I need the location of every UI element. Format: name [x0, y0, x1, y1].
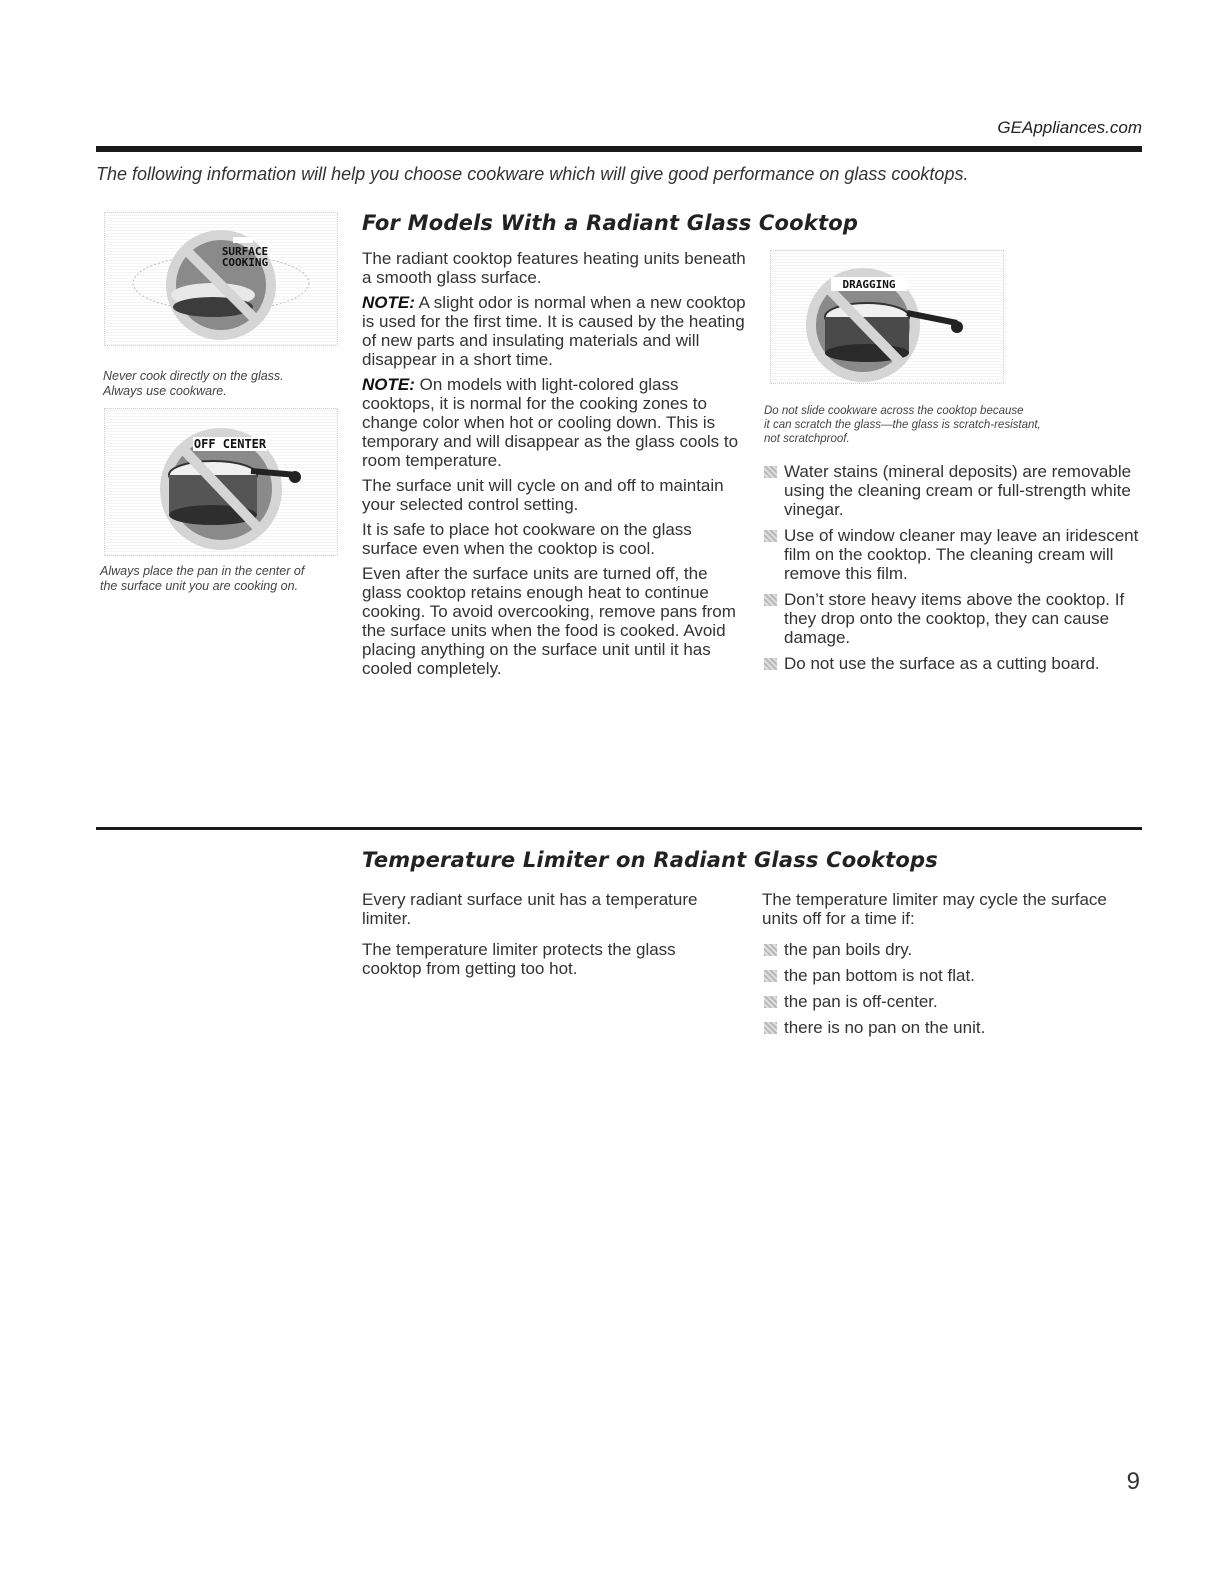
- header-rule: [96, 146, 1142, 152]
- dragging-label: DRAGGING: [842, 278, 896, 291]
- paragraph-features: The radiant cooktop features heating units beneath a smooth glass surface.: [362, 249, 746, 287]
- list-item: [762, 590, 1144, 647]
- dragging-caption-line-3: not scratchproof.: [764, 433, 850, 445]
- bullet-icon: [764, 996, 777, 1008]
- paragraph-residual-heat: Even after the surface units are turned off, the glass cooktop retains enough heat to continue cooking. To avoid overcooking, remove pans from the surface units when the food is cooked. Avoid placing anything on the surface unit until it has cooled completely.: [362, 564, 736, 678]
- surface-label-1: SURFACE: [221, 245, 269, 258]
- page-number: 9: [1126, 1468, 1140, 1495]
- bullet-text: there is no pan on the unit.: [784, 1018, 986, 1037]
- paragraph-note-color: [362, 375, 746, 470]
- section-divider: [96, 827, 1142, 830]
- off-center-caption-line-2: the surface unit you are cooking on.: [100, 579, 299, 593]
- limiter-left-text: [362, 890, 732, 984]
- surface-cooking-illustration: [104, 212, 338, 346]
- list-item: [762, 940, 1142, 959]
- surface-caption: [103, 369, 343, 399]
- bullet-icon: [764, 944, 777, 956]
- bullet-icon: [764, 466, 777, 478]
- paragraph-limiter-intro: Every radiant surface unit has a temperature limiter.: [362, 890, 698, 928]
- bullet-text: the pan bottom is not flat.: [784, 966, 975, 985]
- paragraph-limiter-protects: The temperature limiter protects the glass cooktop from getting too hot.: [362, 940, 676, 978]
- site-url: GEAppliances.com: [997, 118, 1142, 137]
- section-title-radiant-glass: For Models With a Radiant Glass Cooktop: [362, 211, 859, 235]
- paragraph-hot-cookware: It is safe to place hot cookware on the glass surface even when the cooktop is cool.: [362, 520, 692, 558]
- bullet-text: the pan boils dry.: [784, 940, 913, 959]
- intro-text: The following information will help you choose cookware which will give good performance on glass cooktops.: [96, 164, 969, 184]
- list-item: [762, 526, 1144, 583]
- note-odor-text: A slight odor is normal when a new cooktop is used for the first time. It is caused by the heating of new parts and insulating materials and will disappear in a short time.: [362, 293, 746, 369]
- dragging-caption-line-1: Do not slide cookware across the cooktop because: [764, 405, 1024, 417]
- bullet-text: Do not use the surface as a cutting board.: [784, 654, 1100, 673]
- bullet-text: Don’t store heavy items above the cooktop. If they drop onto the cooktop, they can cause damage.: [784, 590, 1125, 647]
- dragging-illustration: [770, 250, 1004, 384]
- list-item: [762, 462, 1144, 519]
- surface-caption-line-1: Never cook directly on the glass.: [103, 369, 284, 383]
- off-center-caption-line-1: Always place the pan in the center of: [100, 564, 305, 578]
- off-center-illustration: [104, 408, 338, 556]
- list-item: [762, 654, 1144, 673]
- bullet-icon: [764, 594, 777, 606]
- limiter-right-text: [762, 890, 1142, 1044]
- off-center-caption: [100, 564, 350, 594]
- paragraph-note-odor: [362, 293, 746, 369]
- paragraph-cycle: The surface unit will cycle on and off to maintain your selected control setting.: [362, 476, 724, 514]
- dragging-caption-line-2: it can scratch the glass—the glass is scratch-resistant,: [764, 419, 1041, 431]
- list-item: [762, 1018, 1142, 1037]
- surface-label-2: COOKING: [221, 256, 269, 269]
- list-item: [762, 992, 1142, 1011]
- bullet-icon: [764, 1022, 777, 1034]
- section-title-temperature-limiter: Temperature Limiter on Radiant Glass Cooktops: [362, 848, 938, 872]
- dragging-caption: [764, 404, 1144, 446]
- note-color-text: On models with light-colored glass cooktops, it is normal for the cooking zones to change color when hot or cooling down. This is temporary and will disappear as the glass cools to room temperature.: [362, 375, 739, 470]
- bullet-icon: [764, 530, 777, 542]
- bullet-text: Use of window cleaner may leave an iridescent film on the cooktop. The cleaning cream will remove this film.: [784, 526, 1139, 583]
- radiant-column-text: [362, 249, 746, 684]
- bullet-text: Water stains (mineral deposits) are removable using the cleaning cream or full-strength white vinegar.: [784, 462, 1132, 519]
- paragraph-limiter-cycle: The temperature limiter may cycle the surface units off for a time if:: [762, 890, 1107, 928]
- bullet-text: the pan is off-center.: [784, 992, 938, 1011]
- care-bullet-list: [762, 462, 1144, 680]
- surface-caption-line-2: Always use cookware.: [103, 384, 227, 398]
- bullet-icon: [764, 970, 777, 982]
- note-label: NOTE:: [362, 375, 415, 394]
- off-center-label: OFF CENTER: [193, 437, 267, 451]
- note-label: NOTE:: [362, 293, 415, 312]
- list-item: [762, 966, 1142, 985]
- bullet-icon: [764, 658, 777, 670]
